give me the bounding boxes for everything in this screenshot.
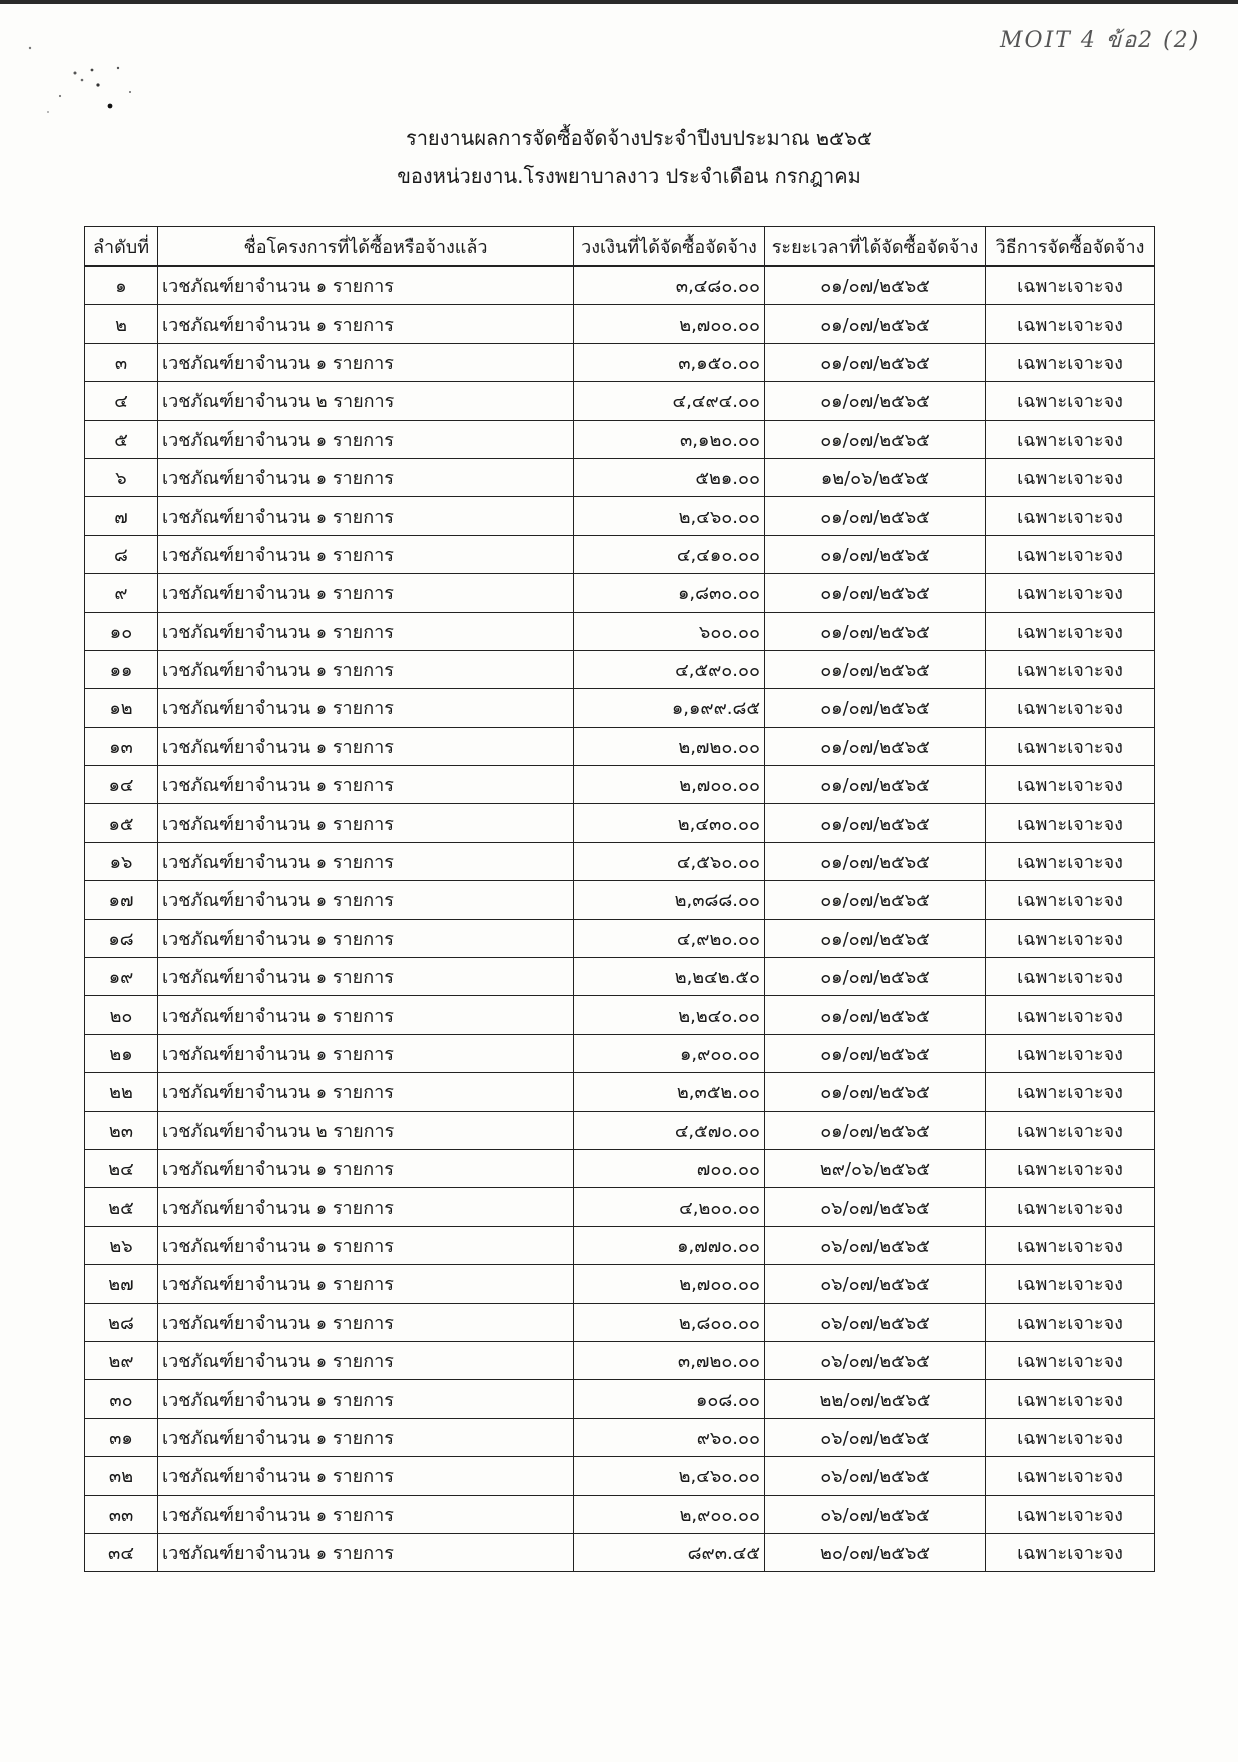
amount: ๓,๑๕๐.๐๐ — [574, 343, 765, 381]
amount: ๑,๑๙๙.๘๕ — [574, 689, 765, 727]
row-number: ๒๕ — [85, 1188, 158, 1226]
header-name: ชื่อโครงการที่ได้ซื้อหรือจ้างแล้ว — [158, 227, 574, 267]
procurement-method: เฉพาะเจาะจง — [986, 1457, 1155, 1495]
amount: ๙๖๐.๐๐ — [574, 1418, 765, 1456]
procurement-date: ๐๑/๐๗/๒๕๖๕ — [765, 804, 986, 842]
procurement-method: เฉพาะเจาะจง — [986, 1034, 1155, 1072]
amount: ๑,๘๓๐.๐๐ — [574, 574, 765, 612]
procurement-method: เฉพาะเจาะจง — [986, 497, 1155, 535]
row-number: ๒๙ — [85, 1341, 158, 1379]
row-number: ๒ — [85, 305, 158, 343]
procurement-method: เฉพาะเจาะจง — [986, 804, 1155, 842]
row-number: ๒๑ — [85, 1034, 158, 1072]
row-number: ๒๐ — [85, 996, 158, 1034]
table-row — [85, 382, 1155, 420]
amount: ๑,๙๐๐.๐๐ — [574, 1034, 765, 1072]
procurement-date: ๑๒/๐๖/๒๕๖๕ — [765, 458, 986, 496]
amount: ๓,๗๒๐.๐๐ — [574, 1341, 765, 1379]
row-number: ๒๒ — [85, 1073, 158, 1111]
row-number: ๕ — [85, 420, 158, 458]
procurement-date: ๐๖/๐๗/๒๕๖๕ — [765, 1495, 986, 1533]
procurement-date: ๐๑/๐๗/๒๕๖๕ — [765, 1111, 986, 1149]
row-number: ๒๓ — [85, 1111, 158, 1149]
procurement-method: เฉพาะเจาะจง — [986, 1149, 1155, 1187]
amount: ๔,๕๙๐.๐๐ — [574, 650, 765, 688]
table-row — [85, 1495, 1155, 1533]
procurement-method: เฉพาะเจาะจง — [986, 1418, 1155, 1456]
procurement-method: เฉพาะเจาะจง — [986, 1111, 1155, 1149]
procurement-method: เฉพาะเจาะจง — [986, 305, 1155, 343]
table-row — [85, 842, 1155, 880]
procurement-method: เฉพาะเจาะจง — [986, 1303, 1155, 1341]
procurement-method: เฉพาะเจาะจง — [986, 1341, 1155, 1379]
procurement-date: ๒๙/๐๖/๒๕๖๕ — [765, 1149, 986, 1187]
project-name: เวชภัณฑ์ยาจำนวน ๑ รายการ — [158, 842, 574, 880]
amount: ๒,๒๔๒.๕๐ — [574, 958, 765, 996]
procurement-method: เฉพาะเจาะจง — [986, 458, 1155, 496]
procurement-table — [84, 226, 1155, 1572]
project-name: เวชภัณฑ์ยาจำนวน ๑ รายการ — [158, 804, 574, 842]
table-body — [85, 266, 1155, 1572]
row-number: ๑๓ — [85, 727, 158, 765]
table-row — [85, 1034, 1155, 1072]
project-name: เวชภัณฑ์ยาจำนวน ๒ รายการ — [158, 382, 574, 420]
procurement-date: ๐๑/๐๗/๒๕๖๕ — [765, 996, 986, 1034]
procurement-date: ๐๖/๐๗/๒๕๖๕ — [765, 1418, 986, 1456]
project-name: เวชภัณฑ์ยาจำนวน ๑ รายการ — [158, 458, 574, 496]
table-row — [85, 919, 1155, 957]
project-name: เวชภัณฑ์ยาจำนวน ๑ รายการ — [158, 1303, 574, 1341]
header-method: วิธีการจัดซื้อจัดจ้าง — [986, 227, 1155, 267]
project-name: เวชภัณฑ์ยาจำนวน ๑ รายการ — [158, 1226, 574, 1264]
table-row — [85, 1188, 1155, 1226]
row-number: ๒๖ — [85, 1226, 158, 1264]
procurement-date: ๐๑/๐๗/๒๕๖๕ — [765, 497, 986, 535]
row-number: ๓๒ — [85, 1457, 158, 1495]
amount: ๕๒๑.๐๐ — [574, 458, 765, 496]
project-name: เวชภัณฑ์ยาจำนวน ๑ รายการ — [158, 650, 574, 688]
procurement-date: ๐๖/๐๗/๒๕๖๕ — [765, 1188, 986, 1226]
table-row — [85, 1111, 1155, 1149]
amount: ๓,๔๘๐.๐๐ — [574, 266, 765, 305]
amount: ๘๙๓.๔๕ — [574, 1533, 765, 1571]
row-number: ๑๙ — [85, 958, 158, 996]
table-row — [85, 996, 1155, 1034]
table-row — [85, 1265, 1155, 1303]
amount: ๔,๔๑๐.๐๐ — [574, 535, 765, 573]
procurement-method: เฉพาะเจาะจง — [986, 1533, 1155, 1571]
table-row — [85, 1457, 1155, 1495]
procurement-method: เฉพาะเจาะจง — [986, 612, 1155, 650]
row-number: ๓๓ — [85, 1495, 158, 1533]
scan-top-edge — [0, 0, 1238, 4]
table-row — [85, 305, 1155, 343]
procurement-method: เฉพาะเจาะจง — [986, 650, 1155, 688]
procurement-date: ๐๖/๐๗/๒๕๖๕ — [765, 1457, 986, 1495]
row-number: ๗ — [85, 497, 158, 535]
amount: ๔,๔๙๔.๐๐ — [574, 382, 765, 420]
row-number: ๓ — [85, 343, 158, 381]
procurement-method: เฉพาะเจาะจง — [986, 574, 1155, 612]
row-number: ๑๕ — [85, 804, 158, 842]
amount: ๑๐๘.๐๐ — [574, 1380, 765, 1418]
project-name: เวชภัณฑ์ยาจำนวน ๑ รายการ — [158, 535, 574, 573]
procurement-method: เฉพาะเจาะจง — [986, 1226, 1155, 1264]
row-number: ๙ — [85, 574, 158, 612]
table-row — [85, 1073, 1155, 1111]
row-number: ๔ — [85, 382, 158, 420]
project-name: เวชภัณฑ์ยาจำนวน ๑ รายการ — [158, 266, 574, 305]
amount: ๗๐๐.๐๐ — [574, 1149, 765, 1187]
amount: ๒,๓๕๒.๐๐ — [574, 1073, 765, 1111]
project-name: เวชภัณฑ์ยาจำนวน ๑ รายการ — [158, 1265, 574, 1303]
procurement-method: เฉพาะเจาะจง — [986, 1188, 1155, 1226]
table-row — [85, 650, 1155, 688]
row-number: ๓๔ — [85, 1533, 158, 1571]
project-name: เวชภัณฑ์ยาจำนวน ๑ รายการ — [158, 1034, 574, 1072]
procurement-date: ๐๖/๐๗/๒๕๖๕ — [765, 1265, 986, 1303]
row-number: ๒๔ — [85, 1149, 158, 1187]
header-no: ลำดับที่ — [85, 227, 158, 267]
project-name: เวชภัณฑ์ยาจำนวน ๑ รายการ — [158, 919, 574, 957]
procurement-date: ๐๑/๐๗/๒๕๖๕ — [765, 343, 986, 381]
table-row — [85, 804, 1155, 842]
table-row — [85, 1380, 1155, 1418]
project-name: เวชภัณฑ์ยาจำนวน ๑ รายการ — [158, 1495, 574, 1533]
table-row — [85, 766, 1155, 804]
procurement-method: เฉพาะเจาะจง — [986, 919, 1155, 957]
procurement-method: เฉพาะเจาะจง — [986, 842, 1155, 880]
row-number: ๑๖ — [85, 842, 158, 880]
table-row — [85, 458, 1155, 496]
procurement-date: ๐๑/๐๗/๒๕๖๕ — [765, 305, 986, 343]
table-row — [85, 1341, 1155, 1379]
procurement-date: ๐๑/๐๗/๒๕๖๕ — [765, 1073, 986, 1111]
row-number: ๑๘ — [85, 919, 158, 957]
table-row — [85, 1533, 1155, 1571]
procurement-date: ๐๖/๐๗/๒๕๖๕ — [765, 1341, 986, 1379]
row-number: ๑๐ — [85, 612, 158, 650]
procurement-method: เฉพาะเจาะจง — [986, 689, 1155, 727]
procurement-date: ๐๑/๐๗/๒๕๖๕ — [765, 420, 986, 458]
table-row — [85, 535, 1155, 573]
table-header-row — [85, 227, 1155, 267]
amount: ๒,๔๖๐.๐๐ — [574, 497, 765, 535]
project-name: เวชภัณฑ์ยาจำนวน ๑ รายการ — [158, 689, 574, 727]
header-amount: วงเงินที่ได้จัดซื้อจัดจ้าง — [574, 227, 765, 267]
amount: ๓,๑๒๐.๐๐ — [574, 420, 765, 458]
project-name: เวชภัณฑ์ยาจำนวน ๒ รายการ — [158, 1111, 574, 1149]
table-row — [85, 343, 1155, 381]
procurement-date: ๐๑/๐๗/๒๕๖๕ — [765, 382, 986, 420]
project-name: เวชภัณฑ์ยาจำนวน ๑ รายการ — [158, 305, 574, 343]
project-name: เวชภัณฑ์ยาจำนวน ๑ รายการ — [158, 574, 574, 612]
row-number: ๑๗ — [85, 881, 158, 919]
amount: ๔,๒๐๐.๐๐ — [574, 1188, 765, 1226]
procurement-method: เฉพาะเจาะจง — [986, 535, 1155, 573]
procurement-method: เฉพาะเจาะจง — [986, 958, 1155, 996]
table-row — [85, 1303, 1155, 1341]
table-row — [85, 574, 1155, 612]
amount: ๒,๗๐๐.๐๐ — [574, 305, 765, 343]
report-subtitle: ของหน่วยงาน.โรงพยาบาลงาว ประจำเดือน กรกฎาคม — [397, 164, 861, 188]
handwritten-note: MOIT 4 ข้อ2 (2) — [1000, 28, 1201, 53]
table-row — [85, 689, 1155, 727]
project-name: เวชภัณฑ์ยาจำนวน ๑ รายการ — [158, 1073, 574, 1111]
table-row — [85, 881, 1155, 919]
amount: ๒,๘๐๐.๐๐ — [574, 1303, 765, 1341]
procurement-date: ๐๑/๐๗/๒๕๖๕ — [765, 958, 986, 996]
project-name: เวชภัณฑ์ยาจำนวน ๑ รายการ — [158, 1380, 574, 1418]
project-name: เวชภัณฑ์ยาจำนวน ๑ รายการ — [158, 420, 574, 458]
row-number: ๘ — [85, 535, 158, 573]
amount: ๒,๗๐๐.๐๐ — [574, 766, 765, 804]
procurement-date: ๐๖/๐๗/๒๕๖๕ — [765, 1303, 986, 1341]
amount: ๑,๗๗๐.๐๐ — [574, 1226, 765, 1264]
table-row — [85, 1418, 1155, 1456]
procurement-method: เฉพาะเจาะจง — [986, 266, 1155, 305]
amount: ๒,๔๖๐.๐๐ — [574, 1457, 765, 1495]
project-name: เวชภัณฑ์ยาจำนวน ๑ รายการ — [158, 343, 574, 381]
project-name: เวชภัณฑ์ยาจำนวน ๑ รายการ — [158, 881, 574, 919]
procurement-date: ๐๑/๐๗/๒๕๖๕ — [765, 1034, 986, 1072]
project-name: เวชภัณฑ์ยาจำนวน ๑ รายการ — [158, 1418, 574, 1456]
table-row — [85, 266, 1155, 305]
row-number: ๖ — [85, 458, 158, 496]
amount: ๔,๕๗๐.๐๐ — [574, 1111, 765, 1149]
table-row — [85, 1149, 1155, 1187]
table-row — [85, 958, 1155, 996]
project-name: เวชภัณฑ์ยาจำนวน ๑ รายการ — [158, 1149, 574, 1187]
table-row — [85, 420, 1155, 458]
row-number: ๓๐ — [85, 1380, 158, 1418]
project-name: เวชภัณฑ์ยาจำนวน ๑ รายการ — [158, 497, 574, 535]
procurement-date: ๒๒/๐๗/๒๕๖๕ — [765, 1380, 986, 1418]
procurement-date: ๐๑/๐๗/๒๕๖๕ — [765, 574, 986, 612]
project-name: เวชภัณฑ์ยาจำนวน ๑ รายการ — [158, 612, 574, 650]
procurement-date: ๐๑/๐๗/๒๕๖๕ — [765, 689, 986, 727]
amount: ๔,๕๖๐.๐๐ — [574, 842, 765, 880]
row-number: ๓๑ — [85, 1418, 158, 1456]
project-name: เวชภัณฑ์ยาจำนวน ๑ รายการ — [158, 1341, 574, 1379]
amount: ๒,๗๐๐.๐๐ — [574, 1265, 765, 1303]
procurement-date: ๐๑/๐๗/๒๕๖๕ — [765, 842, 986, 880]
procurement-date: ๐๑/๐๗/๒๕๖๕ — [765, 612, 986, 650]
procurement-date: ๐๖/๐๗/๒๕๖๕ — [765, 1226, 986, 1264]
row-number: ๒๘ — [85, 1303, 158, 1341]
procurement-method: เฉพาะเจาะจง — [986, 1073, 1155, 1111]
project-name: เวชภัณฑ์ยาจำนวน ๑ รายการ — [158, 996, 574, 1034]
project-name: เวชภัณฑ์ยาจำนวน ๑ รายการ — [158, 1188, 574, 1226]
procurement-method: เฉพาะเจาะจง — [986, 1495, 1155, 1533]
procurement-date: ๒๐/๐๗/๒๕๖๕ — [765, 1533, 986, 1571]
header-date: ระยะเวลาที่ได้จัดซื้อจัดจ้าง — [765, 227, 986, 267]
amount: ๒,๓๘๘.๐๐ — [574, 881, 765, 919]
scan-specks — [20, 40, 150, 130]
row-number: ๑๑ — [85, 650, 158, 688]
project-name: เวชภัณฑ์ยาจำนวน ๑ รายการ — [158, 958, 574, 996]
row-number: ๑๔ — [85, 766, 158, 804]
amount: ๒,๙๐๐.๐๐ — [574, 1495, 765, 1533]
procurement-date: ๐๑/๐๗/๒๕๖๕ — [765, 650, 986, 688]
procurement-method: เฉพาะเจาะจง — [986, 1380, 1155, 1418]
procurement-date: ๐๑/๐๗/๒๕๖๕ — [765, 535, 986, 573]
table-row — [85, 497, 1155, 535]
amount: ๔,๙๒๐.๐๐ — [574, 919, 765, 957]
procurement-method: เฉพาะเจาะจง — [986, 766, 1155, 804]
procurement-date: ๐๑/๐๗/๒๕๖๕ — [765, 266, 986, 305]
table-row — [85, 612, 1155, 650]
amount: ๖๐๐.๐๐ — [574, 612, 765, 650]
procurement-date: ๐๑/๐๗/๒๕๖๕ — [765, 919, 986, 957]
procurement-method: เฉพาะเจาะจง — [986, 881, 1155, 919]
amount: ๒,๗๒๐.๐๐ — [574, 727, 765, 765]
row-number: ๑ — [85, 266, 158, 305]
project-name: เวชภัณฑ์ยาจำนวน ๑ รายการ — [158, 1533, 574, 1571]
project-name: เวชภัณฑ์ยาจำนวน ๑ รายการ — [158, 766, 574, 804]
procurement-date: ๐๑/๐๗/๒๕๖๕ — [765, 881, 986, 919]
project-name: เวชภัณฑ์ยาจำนวน ๑ รายการ — [158, 1457, 574, 1495]
procurement-method: เฉพาะเจาะจง — [986, 382, 1155, 420]
row-number: ๑๒ — [85, 689, 158, 727]
table-row — [85, 727, 1155, 765]
row-number: ๒๗ — [85, 1265, 158, 1303]
procurement-method: เฉพาะเจาะจง — [986, 420, 1155, 458]
procurement-method: เฉพาะเจาะจง — [986, 1265, 1155, 1303]
table-row — [85, 1226, 1155, 1264]
procurement-method: เฉพาะเจาะจง — [986, 343, 1155, 381]
procurement-date: ๐๑/๐๗/๒๕๖๕ — [765, 766, 986, 804]
procurement-method: เฉพาะเจาะจง — [986, 996, 1155, 1034]
procurement-date: ๐๑/๐๗/๒๕๖๕ — [765, 727, 986, 765]
procurement-method: เฉพาะเจาะจง — [986, 727, 1155, 765]
amount: ๒,๔๓๐.๐๐ — [574, 804, 765, 842]
amount: ๒,๒๔๐.๐๐ — [574, 996, 765, 1034]
report-title: รายงานผลการจัดซื้อจัดจ้างประจำปีงบประมาณ ๒๕๖๕ — [405, 126, 873, 150]
project-name: เวชภัณฑ์ยาจำนวน ๑ รายการ — [158, 727, 574, 765]
